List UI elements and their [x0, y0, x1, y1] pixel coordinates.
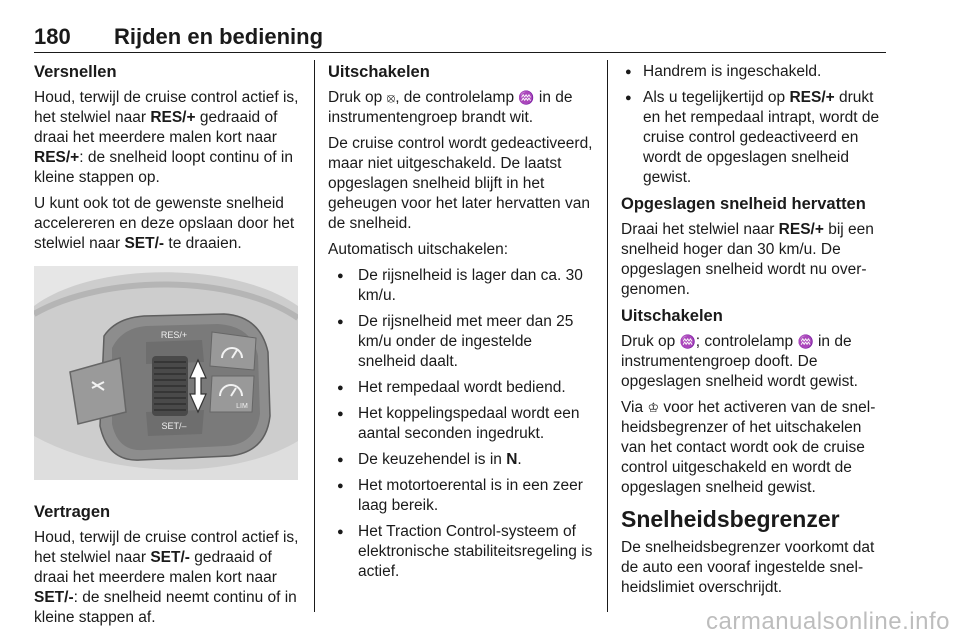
heading-versnellen: Versnellen: [34, 63, 117, 81]
column-divider: [314, 60, 315, 612]
paragraph-hervatten: Draai het stelwiel naar RES/+ bij een snelheid hoger dan 30 km/u. De opgeslagen snelheid wordt nu overgenomen.: [621, 221, 874, 298]
cruise-lamp-icon: ♒: [518, 90, 535, 105]
column-divider: [607, 60, 608, 612]
column-left: [34, 62, 302, 634]
paragraph-versnellen-2: U kunt ook tot de gewenste snelheid accelereren en deze opslaan door het stelwiel naar SET/- te draaien.: [34, 195, 295, 252]
cruise-lamp-icon: ♒: [797, 334, 814, 349]
lim-label: LIM: [236, 403, 248, 410]
heading-uitschakelen-2: Uitschakelen: [621, 307, 723, 325]
paragraph-uitschakelen-1: Druk op ⦻, de controlelamp ♒ in de instrumentengroep brandt wit.: [328, 89, 573, 126]
list-item: ● De keuzehendel is in N.: [328, 450, 594, 470]
heading-snelheidsbegrenzer: Snelheidsbegrenzer: [621, 506, 840, 532]
page-header: [34, 22, 886, 53]
cruise-control-icon: ♒: [679, 334, 696, 349]
bold-term: RES/+: [789, 89, 835, 106]
chapter-title: Rijden en bediening: [114, 24, 324, 49]
steering-wheel-controls-figure: [34, 266, 298, 480]
bold-term: SET/-: [34, 589, 74, 606]
column-right: [621, 62, 887, 604]
list-item: ● Het motortoerental is in een zeer laag bereik.: [328, 476, 594, 516]
bold-term: RES/+: [34, 149, 80, 166]
list-item: ● Het rempedaal wordt bediend.: [328, 378, 594, 398]
paragraph-begrenzer: De snelheidsbegrenzer voorkomt dat de auto een vooraf ingestelde snelheidslimiet overschrijdt.: [621, 539, 875, 596]
steering-wheel-illustration: [34, 266, 298, 480]
list-item: ● De rijsnelheid met meer dan 25 km/u onder de ingestelde snelheid daalt.: [328, 312, 594, 372]
speed-limiter-icon: ♔: [647, 400, 660, 415]
heading-uitschakelen: Uitschakelen: [328, 63, 430, 81]
bold-term: RES/+: [150, 109, 196, 126]
paragraph-via: Via ♔ voor het activeren van de snelheidsbegrenzer of het uitschakelen van het contact wordt ook de cruise control uitgeschakeld en wordt de opgeslagen snelheid gewist.: [621, 399, 876, 496]
paragraph-vertragen: Houd, terwijl de cruise control actief is, het stelwiel naar SET/- gedraaid of draai het meerdere malen kort naar SET/-: de snelheid neemt continu of in kleine stappen af.: [34, 529, 299, 626]
paragraph-uitschakelen-2: De cruise control wordt gedeactiveerd, maar niet uitgeschakeld. De laatst opgeslagen snelheid blijft in het geheugen voor het later hervatten van de snelheid.: [328, 135, 593, 232]
bold-term: N: [506, 451, 518, 468]
conditions-list: [621, 62, 887, 188]
list-item: ● Het koppelingspedaal wordt een aantal seconden ingedrukt.: [328, 404, 594, 444]
bold-term: RES/+: [778, 221, 824, 238]
bold-term: SET/-: [124, 235, 165, 252]
list-item: ● Het Traction Control-systeem of elektronische stabiliteitsregeling is actief.: [328, 522, 594, 582]
auto-off-list: [328, 266, 594, 582]
bold-term: SET/-: [150, 549, 190, 566]
heading-hervatten: Opgeslagen snelheid hervatten: [621, 195, 866, 213]
list-item: ● De rijsnelheid is lager dan ca. 30 km/u.: [328, 266, 594, 306]
cancel-cruise-icon: ⦻: [386, 90, 396, 105]
set-label: SET/–: [161, 421, 187, 431]
heading-vertragen: Vertragen: [34, 503, 111, 521]
res-label: RES/+: [160, 330, 188, 340]
paragraph-uitschakelen-3: Druk op ♒; controlelamp ♒ in de instrumentengroep dooft. De opgeslagen snelheid wordt gewist.: [621, 333, 858, 390]
column-middle: [328, 62, 594, 588]
list-item: ● Als u tegelijkertijd op RES/+ drukt en het rempedaal intrapt, wordt de cruise control gedeactiveerd en wordt de opgeslagen snelheid gewist.: [621, 88, 887, 188]
list-item: ● Handrem is ingeschakeld.: [621, 62, 887, 82]
page-number: 180: [34, 24, 71, 49]
watermark: carmanualsonline.info: [706, 608, 950, 635]
paragraph-versnellen-1: Houd, terwijl de cruise control actief is, het stelwiel naar RES/+ gedraaid of draai het meerdere malen kort naar RES/+: de snelheid loopt continu of in kleine stappen op.: [34, 89, 299, 186]
paragraph-automatisch: Automatisch uitschakelen:: [328, 241, 509, 258]
